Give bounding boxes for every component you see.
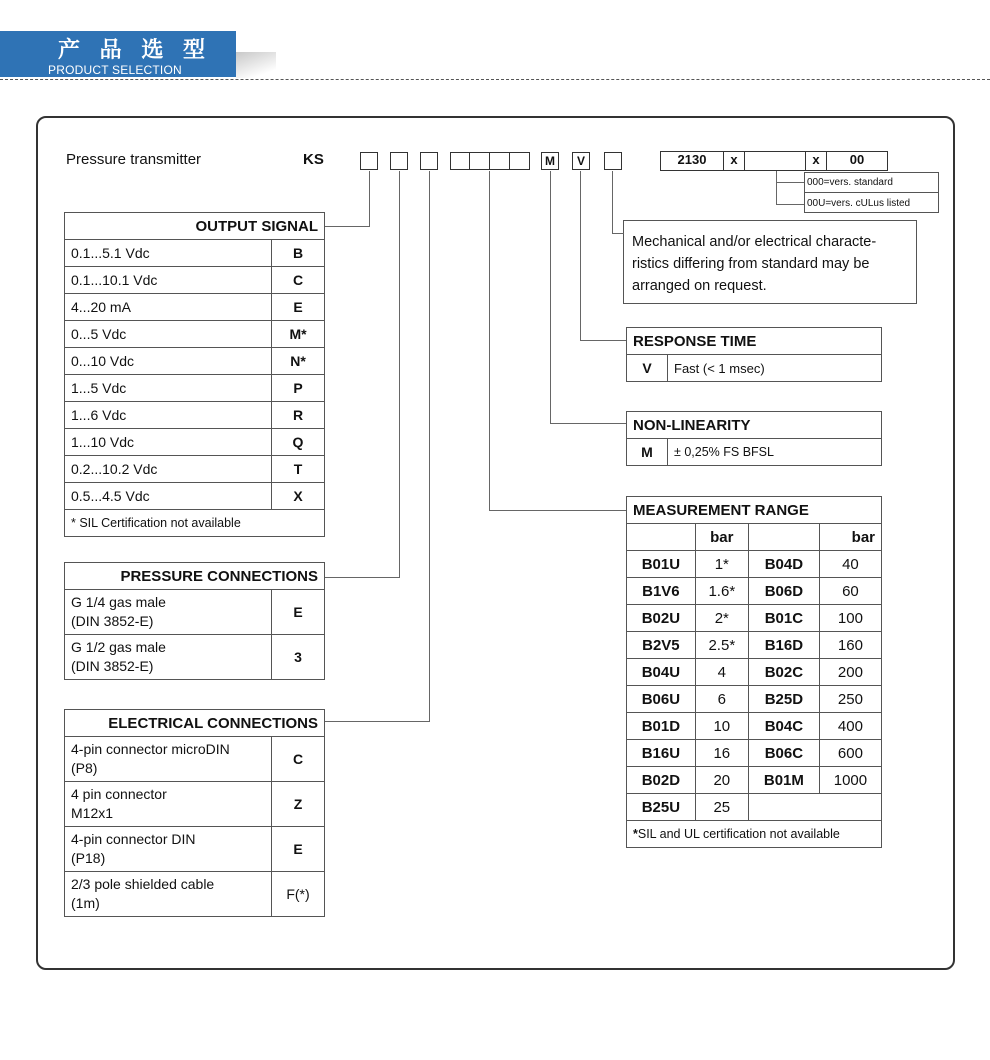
measurement-range-title: MEASUREMENT RANGE (627, 497, 882, 524)
version-note-cul: 00U=vers. cULus listed (807, 198, 911, 209)
code-suffix-base: 2130 (677, 152, 707, 167)
code-box-linearity: M (541, 152, 559, 170)
table-row: B16U 16 B06C 600 (627, 740, 882, 767)
code-box-range-3 (489, 152, 510, 170)
output-signal-note: * SIL Certification not available (65, 510, 325, 537)
table-row: B01U 1* B04D 40 (627, 551, 882, 578)
header-title-cn: 产 品 选 型 (58, 38, 211, 63)
code-box-range-1 (450, 152, 470, 170)
table-row: 0...10 Vdc N* (65, 348, 325, 375)
table-row: B06U 6 B25D 250 (627, 686, 882, 713)
code-suffix-x2: x (812, 152, 820, 167)
table-row: G 1/2 gas male (DIN 3852-E) 3 (65, 635, 325, 680)
table-row: 1...10 Vdc Q (65, 429, 325, 456)
table-row: 0.2...10.2 Vdc T (65, 456, 325, 483)
table-row: 4-pin connector DIN (P18) E (65, 827, 325, 872)
table-row: 4 pin connector M12x1 Z (65, 782, 325, 827)
table-row: B1V6 1.6* B06D 60 (627, 578, 882, 605)
measurement-range-table: MEASUREMENT RANGE bar bar B01U 1* B04D 40 B1V6 1.6* B06D 60 B02U 2* B01C 100 B2V5 2.5* B16D 160 B04U 4 B02C 200 B06U 6 B25D 250 B01D 10 B04C 400 B16U 16 B06C 600 B02D 20 B01M 1000 B25U 25 *SIL and UL certification not available (626, 496, 882, 848)
code-box-options (604, 152, 622, 170)
banner-shadow (236, 52, 276, 78)
table-row: B02D 20 B01M 1000 (627, 767, 882, 794)
measurement-range-note: *SIL and UL certification not available (627, 821, 882, 848)
code-suffix-x1: x (730, 152, 738, 167)
header-title-en: PRODUCT SELECTION (48, 63, 182, 77)
table-row: 4...20 mA E (65, 294, 325, 321)
table-row: V Fast (< 1 msec) (627, 355, 882, 382)
response-time-table (626, 327, 882, 382)
table-row: G 1/4 gas male (DIN 3852-E) E (65, 590, 325, 635)
code-box-pressure (390, 152, 408, 170)
output-signal-title: OUTPUT SIGNAL (65, 213, 325, 240)
code-box-range-2 (469, 152, 490, 170)
table-row: M ± 0,25% FS BFSL (627, 439, 882, 466)
table-row: B2V5 2.5* B16D 160 (627, 632, 882, 659)
non-linearity-table (626, 411, 882, 466)
table-row: 0.1...10.1 Vdc C (65, 267, 325, 294)
table-row: B02U 2* B01C 100 (627, 605, 882, 632)
electrical-connections-table (64, 709, 325, 917)
version-note-standard: 000=vers. standard (807, 177, 893, 188)
pressure-connections-title: PRESSURE CONNECTIONS (65, 563, 325, 590)
table-row: 1...6 Vdc R (65, 402, 325, 429)
mech-note-text: Mechanical and/or electrical characte- ristics differing from standard may be arranged on request. (632, 234, 877, 294)
pressure-connections-table (64, 562, 325, 680)
code-box-range-4 (509, 152, 530, 170)
header-divider (0, 79, 990, 80)
code-box-output (360, 152, 378, 170)
code-box-electrical (420, 152, 438, 170)
code-prefix: KS (303, 151, 324, 168)
table-row: 0.5...4.5 Vdc X (65, 483, 325, 510)
table-row: 1...5 Vdc P (65, 375, 325, 402)
table-row: 4-pin connector microDIN (P8) C (65, 737, 325, 782)
table-row: B04U 4 B02C 200 (627, 659, 882, 686)
code-box-response: V (572, 152, 590, 170)
table-row: 0...5 Vdc M* (65, 321, 325, 348)
table-row: B01D 10 B04C 400 (627, 713, 882, 740)
code-suffix-end: 00 (849, 152, 865, 167)
non-linearity-title: NON-LINEARITY (627, 412, 882, 439)
response-time-title: RESPONSE TIME (627, 328, 882, 355)
product-label: Pressure transmitter (66, 151, 202, 168)
table-row: 0.1...5.1 Vdc B (65, 240, 325, 267)
table-row: B25U 25 (627, 794, 882, 821)
table-row: 2/3 pole shielded cable (1m) F(*) (65, 872, 325, 917)
electrical-connections-title: ELECTRICAL CONNECTIONS (65, 710, 325, 737)
output-signal-table (64, 212, 325, 537)
